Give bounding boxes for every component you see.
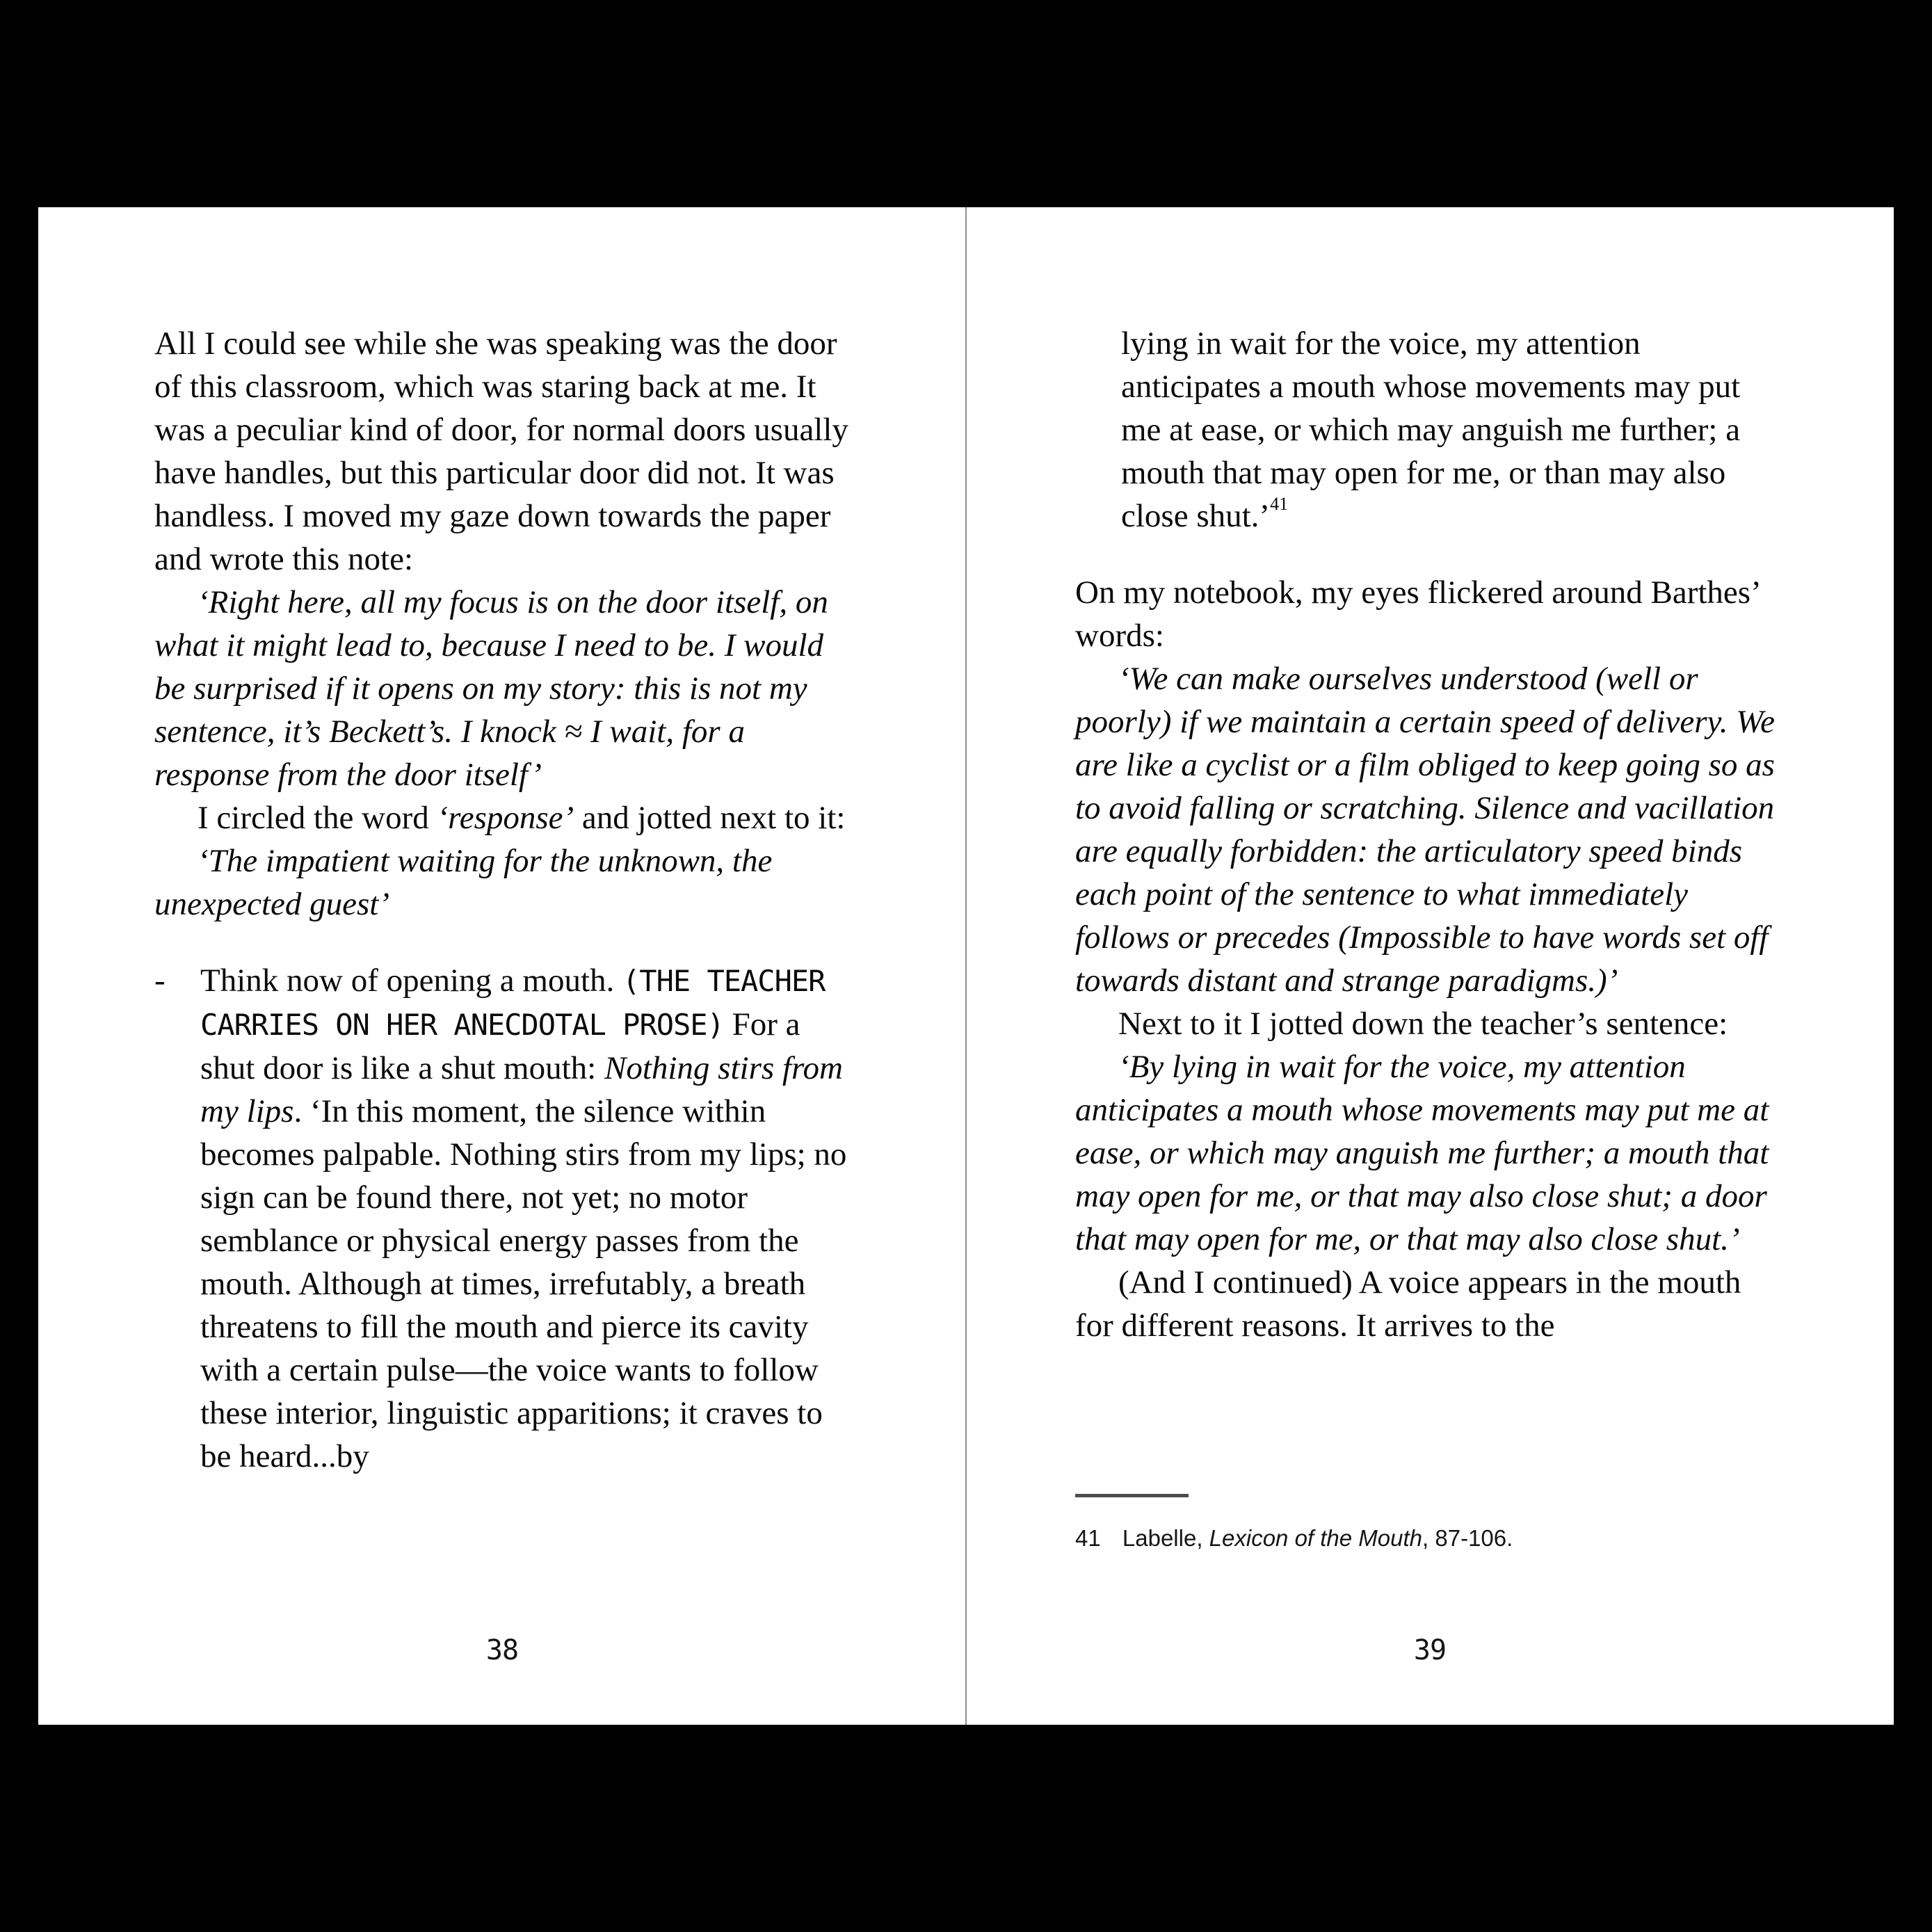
paragraph [1075, 1002, 1781, 1045]
page-right-content [1075, 322, 1781, 1347]
text-run: , 87-106. [1422, 1525, 1513, 1551]
footnote [1075, 1494, 1781, 1553]
footnote-text [1075, 1524, 1781, 1553]
footnote-citation [1122, 1525, 1513, 1551]
paragraph [154, 796, 860, 839]
footnote-rule [1075, 1494, 1189, 1497]
text-run: All I could see while she was speaking was the door of this classroom, which was staring back at me. It was a peculiar kind of door, for normal doors usually have handles, but this particular door did not. It was handless. I moved my gaze down towards the paper and wrote this note: [154, 325, 848, 577]
text-run: Think now of opening a mouth. [200, 963, 623, 999]
text-run: ‘Right here, all my focus is on the door itself, on what it might lead to, because I need to be. I would be surprised if it opens on my story: this is not my sentence, it’s Beckett’s. I knock ≈ I wait, for a response from the door itself’ [154, 584, 828, 793]
text-run: Nothing stirs from my lips [200, 1050, 843, 1129]
text-run: Labelle, [1122, 1525, 1209, 1551]
page-number-right: 39 [1413, 1634, 1447, 1666]
paragraph [154, 959, 860, 1478]
paragraph [1075, 1045, 1781, 1261]
text-run: I circled the word [198, 800, 437, 836]
text-run: ‘By lying in wait for the voice, my attention anticipates a mouth whose movements may put me at ease, or which may anguish me further; a mouth that may open for me, or that may also close shut; a door that may open for me, or that may also close shut.’ [1075, 1049, 1769, 1257]
book-spread [38, 207, 1894, 1725]
caps-mono-run: (THE TEACHER CARRIES ON HER ANECDOTAL PROSE) [200, 964, 826, 1042]
text-run: ‘We can make ourselves understood (well or poorly) if we maintain a certain speed of delivery. We are like a cyclist or a film obliged to keep going so as to avoid falling or scratching. Silence and vacillation are equally forbidden: the articulatory speed binds each point of the sentence to what immediately follows or precedes (Impossible to have words set off towards distant and strange paradigms.)’ [1075, 661, 1775, 999]
text-run: ‘The impatient waiting for the unknown, the unexpected guest’ [154, 843, 773, 922]
text-run: ‘response’ [437, 800, 574, 836]
page-right [966, 207, 1894, 1725]
paragraph [154, 581, 860, 796]
footnote-number: 41 [1075, 1525, 1101, 1551]
text-run: (And I continued) A voice appears in the mouth for different reasons. It arrives to the [1075, 1264, 1741, 1344]
footnote-reference: 41 [1270, 494, 1289, 514]
paragraph [1075, 571, 1781, 657]
list-dash-marker: - [154, 963, 166, 999]
text-run: and jotted next to it: [574, 800, 846, 836]
text-run: On my notebook, my eyes flickered around Barthes’ words: [1075, 574, 1760, 654]
text-run: lying in wait for the voice, my attention anticipates a mouth whose movements may put me at ease, or which may anguish me further; a mouth that may open for me, or than may also close shut.’ [1121, 325, 1741, 534]
text-run: For a shut door is like a shut mouth: [200, 1006, 800, 1086]
paragraph [1075, 657, 1781, 1002]
paragraph [154, 839, 860, 926]
text-run: . ‘In this moment, the silence within becomes palpable. Nothing stirs from my lips; no sign can be found there, not yet; no motor semblance or physical energy passes from the mouth. Although at times, irrefutably, a breath threatens to fill the mouth and pierce its cavity with a certain pulse—the voice wants to follow these interior, linguistic apparitions; it craves to be heard...by [200, 1093, 847, 1474]
paragraph [154, 322, 860, 581]
text-run: Lexicon of the Mouth [1209, 1525, 1423, 1551]
page-left-content [154, 322, 860, 1478]
page-left-text [154, 322, 860, 1478]
paragraph [1075, 322, 1781, 538]
text-run: Next to it I jotted down the teacher’s sentence: [1118, 1006, 1728, 1042]
page-left [38, 207, 966, 1725]
paragraph [1075, 1261, 1781, 1347]
page-number-left: 38 [485, 1634, 519, 1666]
page-right-text [1075, 322, 1781, 1347]
